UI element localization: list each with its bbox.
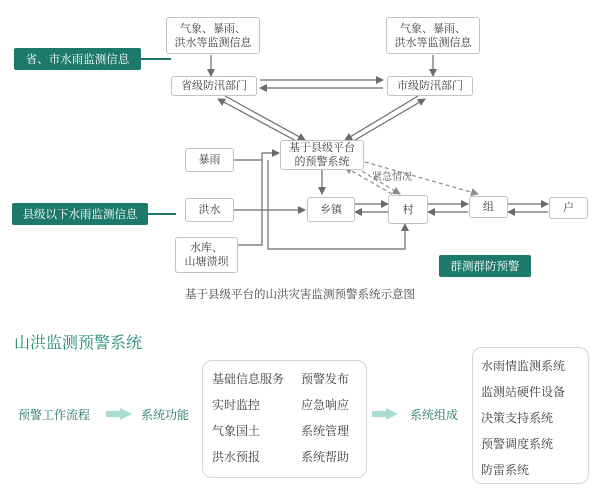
province-flood-dept: 省级防汛部门 (171, 76, 257, 96)
reservoir-dam-input: 水库、 山塘溃坝 (175, 237, 238, 273)
flow-step-composition: 系统组成 (410, 408, 459, 422)
function-item: 系统管理 (301, 424, 350, 438)
diagram-caption: 基于县级平台的山洪灾害监测预警系统示意图 (185, 287, 415, 301)
group-node: 组 (469, 196, 508, 218)
function-item: 气象国土 (212, 424, 261, 438)
component-item: 防雷系统 (481, 463, 530, 477)
county-platform-system: 基于县级平台 的预警系统 (280, 140, 364, 170)
function-item: 实时监控 (212, 398, 261, 412)
function-item: 预警发布 (301, 372, 350, 386)
function-item: 应急响应 (301, 398, 350, 412)
component-item: 监测站硬件设备 (481, 385, 566, 399)
county-monitoring-banner: 县级以下水雨监测信息 (12, 203, 148, 225)
weather-source-right: 气象、暴雨、 洪水等监测信息 (386, 17, 480, 54)
flow-step-workflow: 预警工作流程 (18, 408, 91, 422)
function-item: 基础信息服务 (212, 372, 285, 386)
county-banner-connector (148, 213, 176, 215)
city-flood-dept: 市级防汛部门 (387, 76, 473, 96)
flow-step-functions: 系统功能 (141, 408, 190, 422)
section-title: 山洪监测预警系统 (14, 333, 143, 352)
emergency-label: 紧急情况 (372, 172, 412, 183)
provincial-monitoring-banner: 省、市水雨监测信息 (14, 48, 141, 70)
village-node: 村 (388, 195, 428, 224)
function-item: 洪水预报 (212, 450, 261, 464)
household-node: 户 (549, 197, 588, 219)
weather-source-left: 气象、暴雨、 洪水等监测信息 (166, 17, 260, 54)
town-node: 乡镇 (307, 197, 355, 222)
group-warning-banner: 群测群防预警 (439, 255, 531, 277)
flood-input: 洪水 (185, 198, 234, 222)
rainstorm-input: 暴雨 (185, 148, 234, 172)
component-item: 预警调度系统 (481, 437, 554, 451)
component-item: 水雨情监测系统 (481, 359, 566, 373)
provincial-banner-connector (141, 58, 171, 60)
component-item: 决策支持系统 (481, 411, 554, 425)
function-item: 系统帮助 (301, 450, 350, 464)
